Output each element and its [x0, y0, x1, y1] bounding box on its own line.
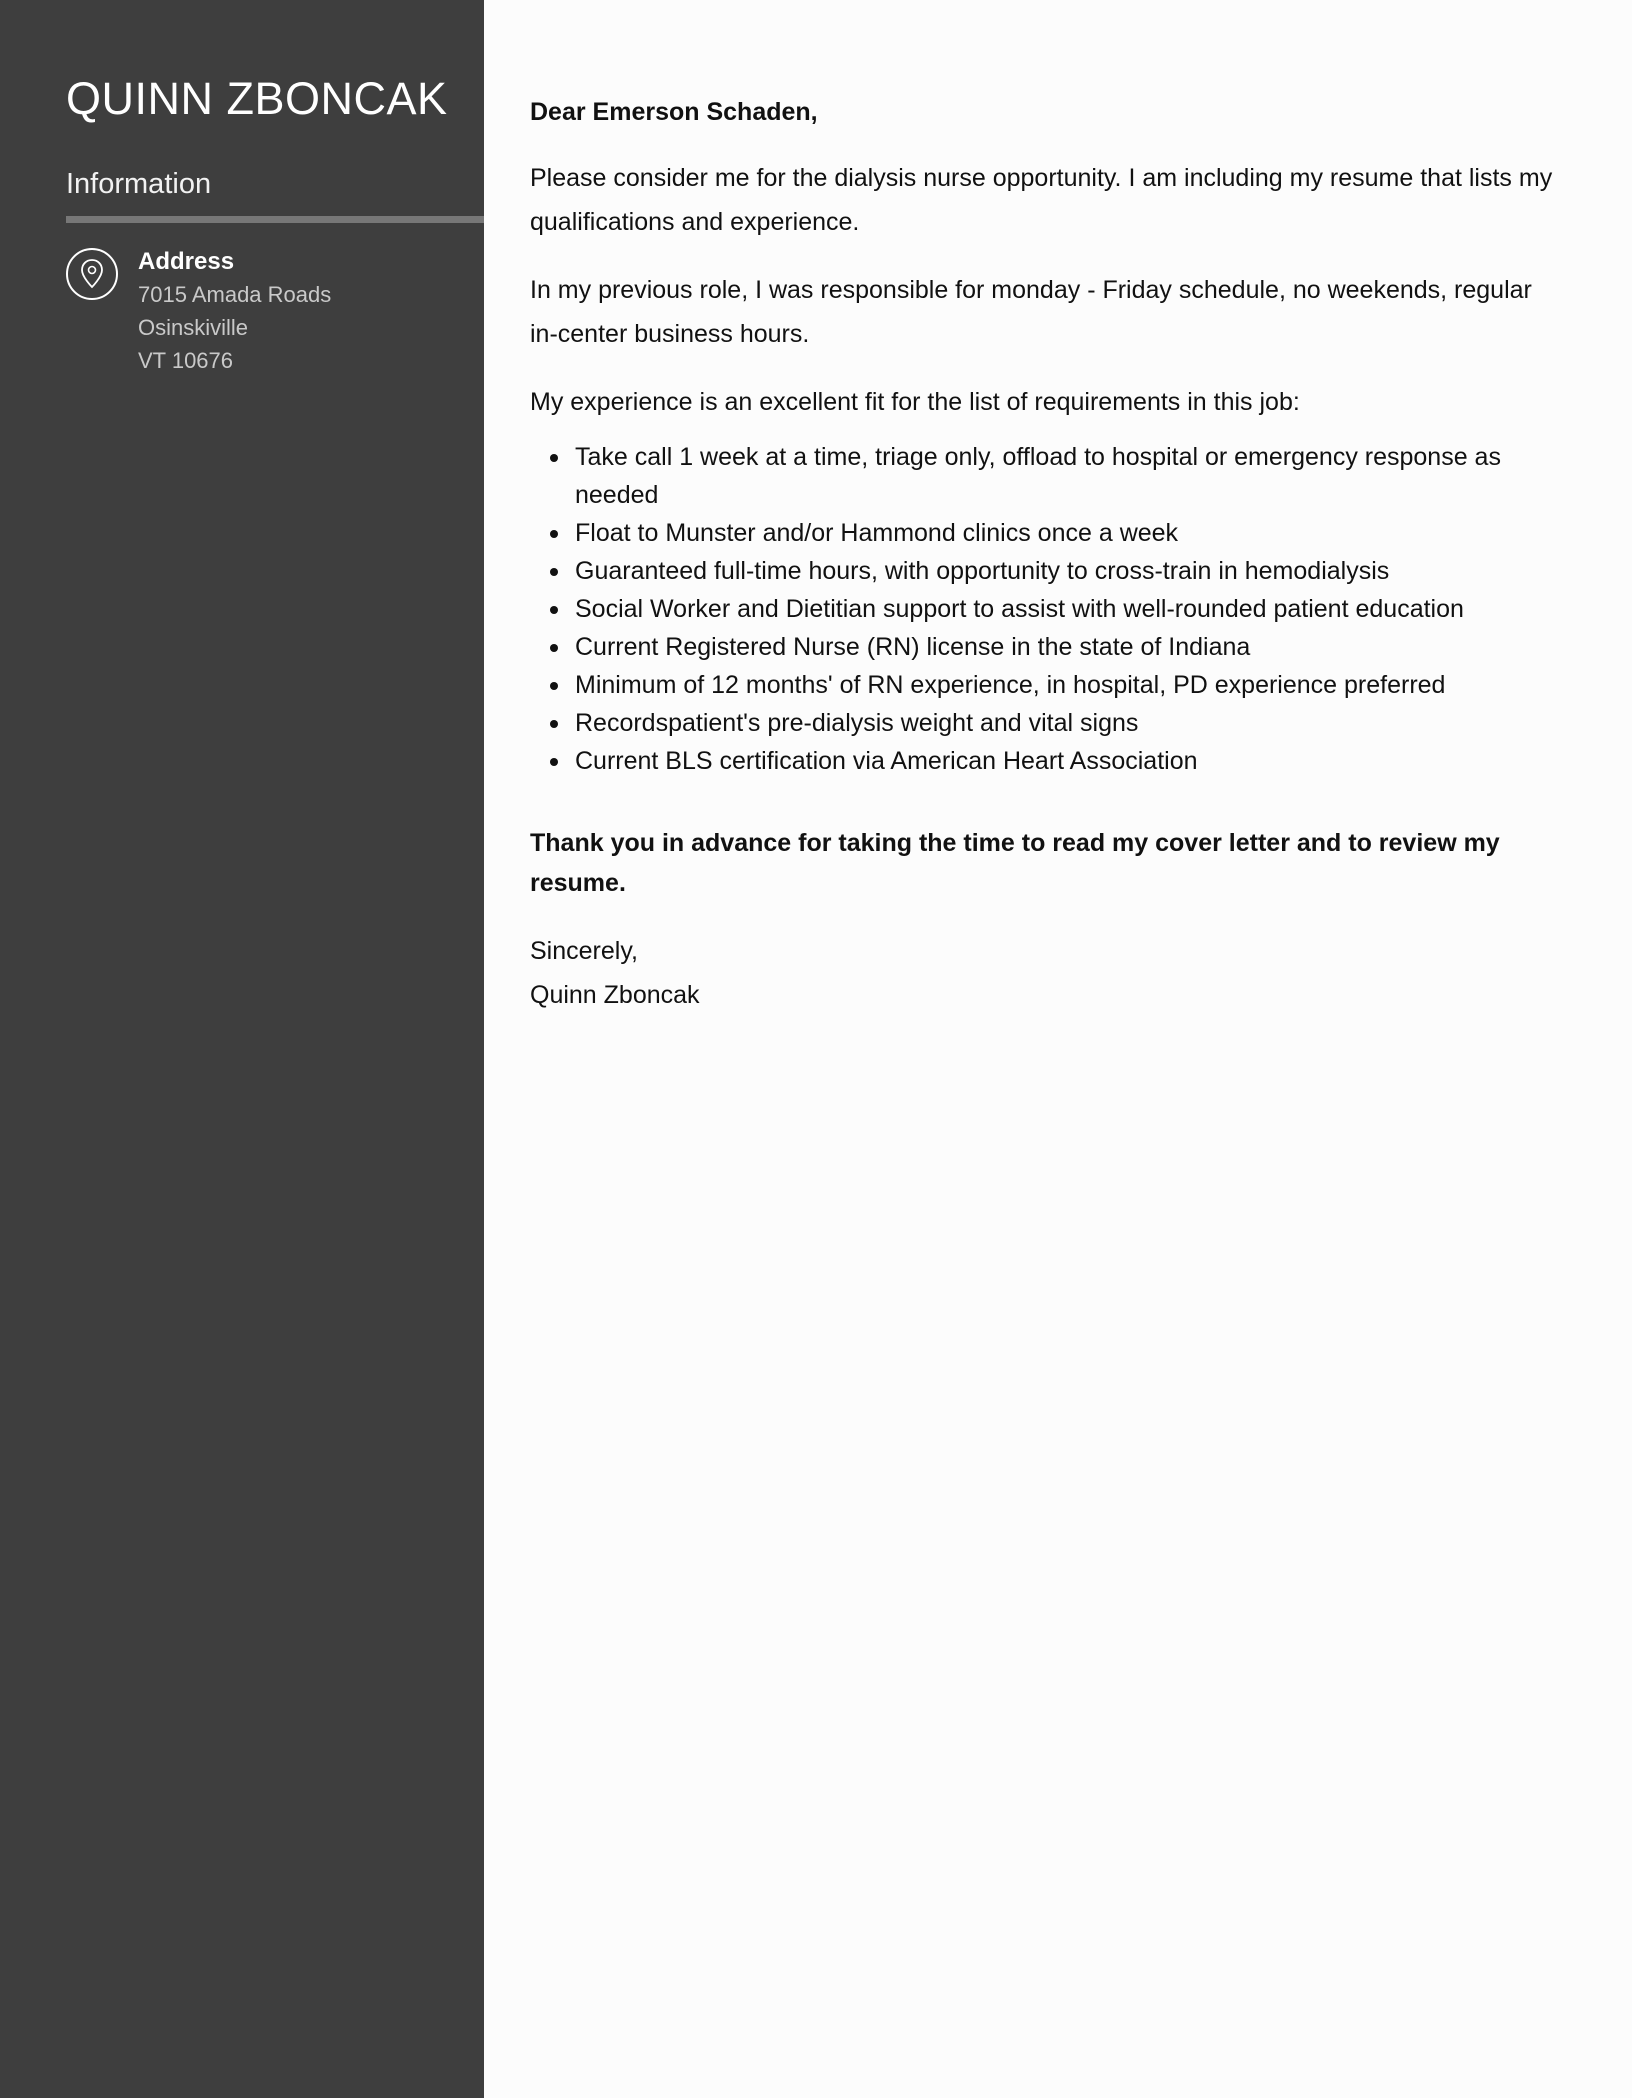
signature-name: Quinn Zboncak — [530, 981, 700, 1009]
list-item: Current Registered Nurse (RN) license in the state of Indiana — [530, 628, 1562, 666]
location-pin-icon — [66, 248, 118, 300]
closing-statement: Thank you in advance for taking the time to read my cover letter and to review my resume. — [530, 829, 1500, 897]
signoff: Sincerely, — [530, 937, 638, 965]
list-item: Take call 1 week at a time, triage only, offload to hospital or emergency response as needed — [530, 438, 1562, 514]
list-item: Current BLS certification via American Heart Association — [530, 742, 1562, 780]
address-block — [66, 246, 484, 377]
list-item: Float to Munster and/or Hammond clinics once a week — [530, 514, 1562, 552]
information-heading: Information — [66, 168, 212, 200]
list-item: Recordspatient's pre-dialysis weight and vital signs — [530, 704, 1562, 742]
paragraph-intro: Please consider me for the dialysis nurse opportunity. I am including my resume that lists my qualifications and experience. — [530, 164, 1553, 236]
paragraph-previous-role: In my previous role, I was responsible for monday - Friday schedule, no weekends, regular in-center business hours. — [530, 276, 1532, 348]
section-divider — [66, 216, 484, 223]
greeting: Dear Emerson Schaden, — [530, 98, 818, 126]
list-item: Guaranteed full-time hours, with opportunity to cross-train in hemodialysis — [530, 552, 1562, 590]
letter-body — [484, 0, 1632, 2098]
address-text — [138, 246, 331, 377]
list-item: Social Worker and Dietitian support to assist with well-rounded patient education — [530, 590, 1562, 628]
paragraph-requirements-intro: My experience is an excellent fit for the list of requirements in this job: — [530, 388, 1300, 416]
address-label: Address — [138, 248, 235, 275]
requirements-list — [530, 438, 1562, 780]
address-line-state-zip: VT 10676 — [138, 348, 234, 373]
list-item: Minimum of 12 months' of RN experience, in hospital, PD experience preferred — [530, 666, 1562, 704]
signoff-block — [530, 929, 1562, 1017]
applicant-name: QUINN ZBONCAK — [66, 73, 448, 124]
address-line-street: 7015 Amada Roads — [138, 282, 332, 307]
sidebar — [0, 0, 484, 2098]
address-line-city: Osinskiville — [138, 315, 249, 340]
